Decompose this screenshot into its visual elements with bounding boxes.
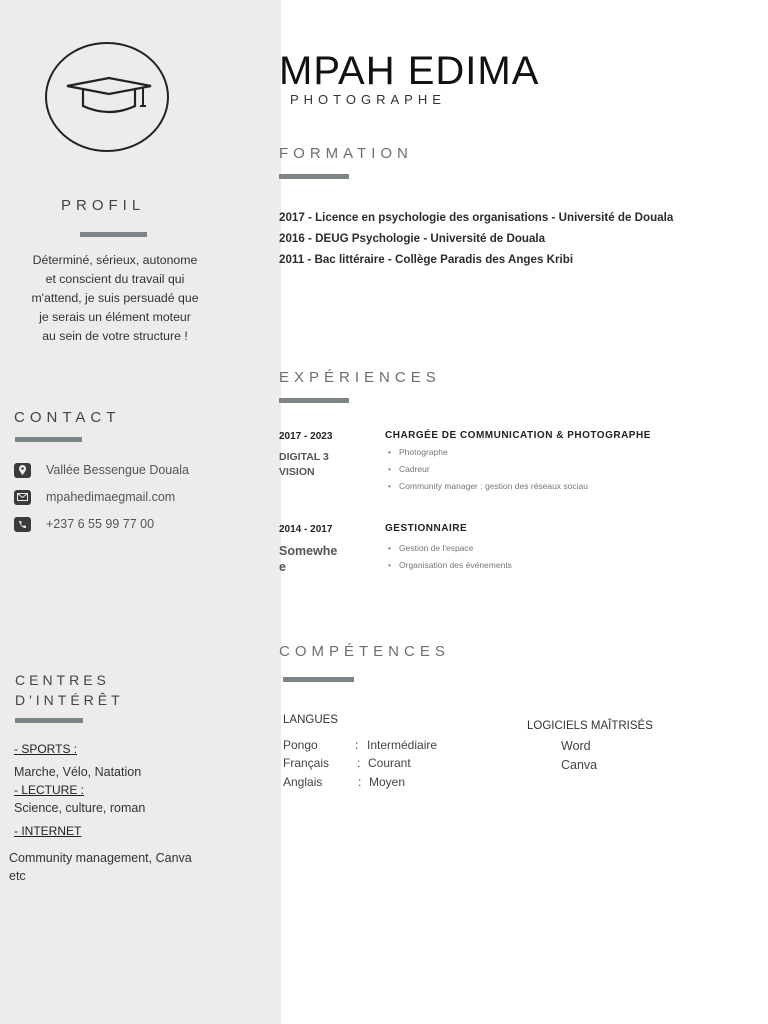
phone-icon [14,517,31,532]
language-sep: : [355,738,359,752]
language-sep: : [358,775,362,789]
experience-period: 2014 - 2017 [279,524,333,535]
profile-line: je serais un élément moteur [39,310,191,324]
profile-line: et conscient du travail qui [45,272,185,286]
candidate-name: MPAH EDIMA [279,49,540,93]
education-item: 2016 - DEUG Psychologie - Université de Douala [279,232,546,245]
candidate-role: PHOTOGRAPHE [290,92,446,107]
address-text: Vallée Bessengue Douala [46,463,189,477]
interest-text-sports: Marche, Vélo, Natation [14,765,142,779]
sidebar [0,0,281,1024]
interest-text-internet-line2: etc [9,869,26,883]
contact-rule [15,437,82,442]
interest-head-lecture: - LECTURE : [14,783,85,797]
language-level: Intermédiaire [367,738,438,752]
experience-bullet: • Gestion de l'espace [388,540,512,557]
contact-email[interactable] [14,488,175,506]
profile-line: au sein de votre structure ! [42,329,188,343]
contact-address [14,461,189,479]
email-text[interactable]: mpahedimaegmail.com [46,490,176,504]
language-name: Anglais [283,775,323,789]
competences-title: COMPÉTENCES [279,643,450,660]
experience-org [279,450,329,480]
experience-bullet: • Photographe [388,444,588,461]
experience-title: GESTIONNAIRE [385,523,468,534]
interest-head-internet: - INTERNET [14,824,82,838]
contact-title: CONTACT [14,409,121,426]
interests-title-line2: D'INTÉRÊT [15,692,124,708]
graduation-emblem [45,42,169,152]
software-item: Canva [561,758,598,772]
software-item: Word [561,739,591,753]
education-item: 2011 - Bac littéraire - Collège Paradis des Anges Kribi [279,253,574,266]
location-icon [14,463,31,478]
contact-phone[interactable] [14,515,154,533]
formation-rule [279,174,349,179]
experience-bullet: • Cadreur [388,461,588,478]
language-sep: : [357,756,361,770]
competences-rule [283,677,354,682]
experience-bullets [388,540,512,574]
interest-text-internet-line1: Community management, Canva [9,851,192,865]
experience-bullet: • Community manager : gestion des réseaux sociau [388,478,588,495]
profile-title: PROFIL [61,197,146,214]
experience-org-line: Somewhe [279,544,338,558]
mail-icon [14,490,31,505]
experiences-title: EXPÉRIENCES [279,369,441,386]
experience-org-line: DIGITAL 3 [279,451,329,463]
phone-text[interactable]: +237 6 55 99 77 00 [46,517,155,531]
interest-head-sports: - SPORTS : [14,742,78,756]
languages-title: LANGUES [283,714,338,726]
interest-text-lecture: Science, culture, roman [14,801,146,815]
experience-bullet: • Organisation des événements [388,557,512,574]
language-name: Pongo [283,738,318,752]
language-level: Courant [368,756,411,770]
graduation-cap-icon [63,72,153,120]
language-level: Moyen [369,775,406,789]
profile-line: m'attend, je suis persuadé que [31,291,199,305]
formation-title: FORMATION [279,145,413,162]
experience-org-line: VISION [279,466,315,478]
language-name: Français [283,756,330,770]
experience-period: 2017 - 2023 [279,431,333,442]
experiences-rule [279,398,349,403]
education-item: 2017 - Licence en psychologie des organisations - Université de Douala [279,211,674,224]
interests-rule [15,718,83,723]
experience-org [279,543,337,575]
profile-line: Déterminé, sérieux, autonome [32,253,198,267]
experience-org-line: e [279,560,286,574]
interests-title-line1: CENTRES [15,672,110,688]
experience-bullets [388,444,588,495]
profile-rule [80,232,147,237]
profile-text [10,251,220,346]
experience-title: CHARGÉE DE COMMUNICATION & PHOTOGRAPHE [385,430,651,441]
software-title: LOGICIELS MAÎTRISÉS [527,720,653,732]
